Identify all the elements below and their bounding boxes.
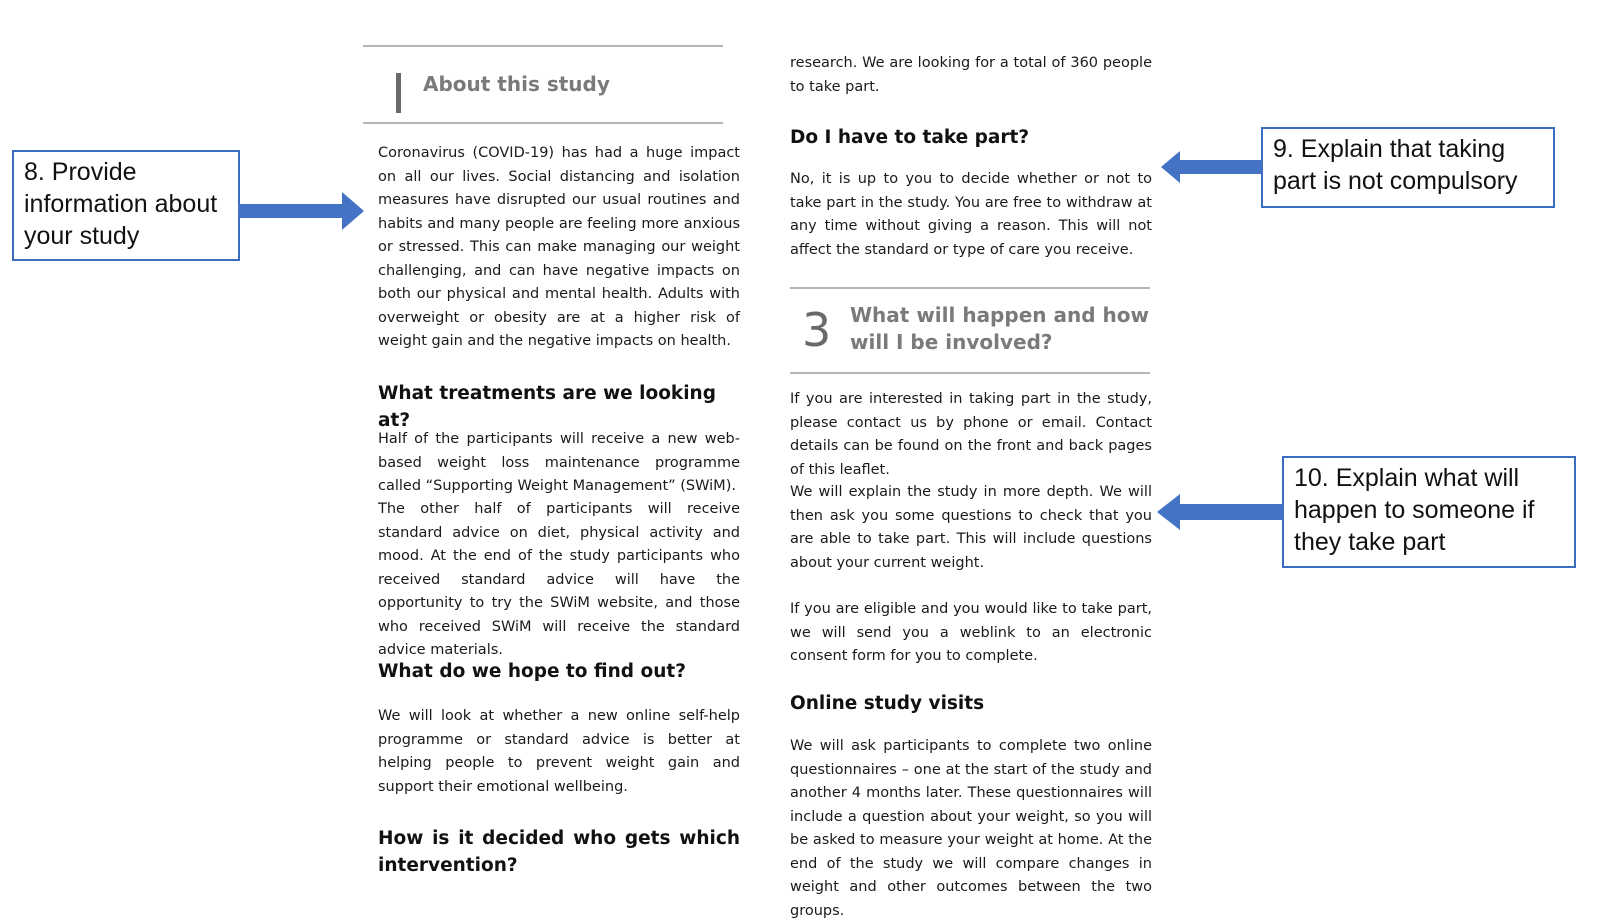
interested-paragraph: If you are interested in taking part in the study, please contact us by phone or email. Contact details can be found on the front and back pages of this leaflet.: [790, 391, 1152, 478]
heading-online-visits: Online study visits: [790, 693, 985, 714]
callout-8-text: 8. Provide information about your study: [24, 158, 218, 250]
research-paragraph: research. We are looking for a total of 360 people to take part.: [790, 55, 1152, 95]
section-bottom-rule: [363, 122, 723, 124]
section-number: 3: [802, 303, 832, 357]
heading-decided: How is it decided who gets which intervention?: [378, 828, 740, 876]
callout-9-box: [1261, 127, 1555, 208]
treatments-paragraph-2: The other half of participants will receive standard advice on diet, physical activity and mood. At the end of the study participants who received standard advice will have the opportunity to try the SWiM website, and those who received SWiM will receive the standard advice materials.: [378, 501, 740, 658]
heading-hope: What do we hope to find out?: [378, 661, 686, 682]
online-paragraph: We will ask participants to complete two online questionnaires – one at the start of the study and another 4 months later. These questionnaires will include a question about your weight, so you will be asked to measure your weight at home. At the end of the study we will compare changes in weight and other outcomes between the two groups.: [790, 738, 1152, 919]
callout-8-arrow: [238, 190, 366, 232]
heading-take-part: Do I have to take part?: [790, 127, 1030, 148]
section3-bottom-rule: [790, 372, 1150, 374]
hope-paragraph: We will look at whether a new online self-help programme or standard advice is better at helping people to prevent weight gain and support their emotional wellbeing.: [378, 708, 740, 795]
section-top-rule: [363, 45, 723, 47]
heading-treatments: What treatments are we looking at?: [378, 383, 716, 431]
callout-10-arrow: [1156, 493, 1284, 531]
section3-title-line2: will I be involved?: [850, 330, 1053, 354]
callout-8-box: [12, 150, 240, 261]
callout-9-text: 9. Explain that taking part is not compulsory: [1273, 135, 1518, 195]
explain-paragraph: We will explain the study in more depth. We will then ask you some questions to check that you are able to take part. This will include questions about your current weight.: [790, 484, 1152, 571]
eligible-paragraph: If you are eligible and you would like to take part, we will send you a weblink to an electronic consent form for you to complete.: [790, 601, 1152, 664]
callout-10-box: [1282, 456, 1576, 568]
section3-top-rule: [790, 287, 1150, 289]
callout-10-text: 10. Explain what will happen to someone if they take part: [1294, 464, 1535, 556]
intro-paragraph: Coronavirus (COVID-19) has had a huge impact on all our lives. Social distancing and isolation measures have disrupted our usual routines and habits and many people are feeling more anxious or stressed. This can make managing our weight challenging, and can have negative impacts on both our physical and mental health. Adults with overweight or obesity are at a higher risk of weight gain and the negative impacts on health.: [378, 145, 740, 349]
section3-title-line1: What will happen and how: [850, 303, 1149, 327]
section-marker-bar: [396, 73, 401, 113]
callout-9-arrow: [1160, 150, 1262, 184]
treatments-paragraph-1: Half of the participants will receive a new web-based weight loss maintenance programme called “Supporting Weight Management” (SWiM).: [378, 431, 740, 494]
section-title-about: About this study: [423, 72, 610, 96]
take-part-paragraph: No, it is up to you to decide whether or not to take part in the study. You are free to withdraw at any time without giving a reason. This will not affect the standard or type of care you receive.: [790, 171, 1152, 258]
